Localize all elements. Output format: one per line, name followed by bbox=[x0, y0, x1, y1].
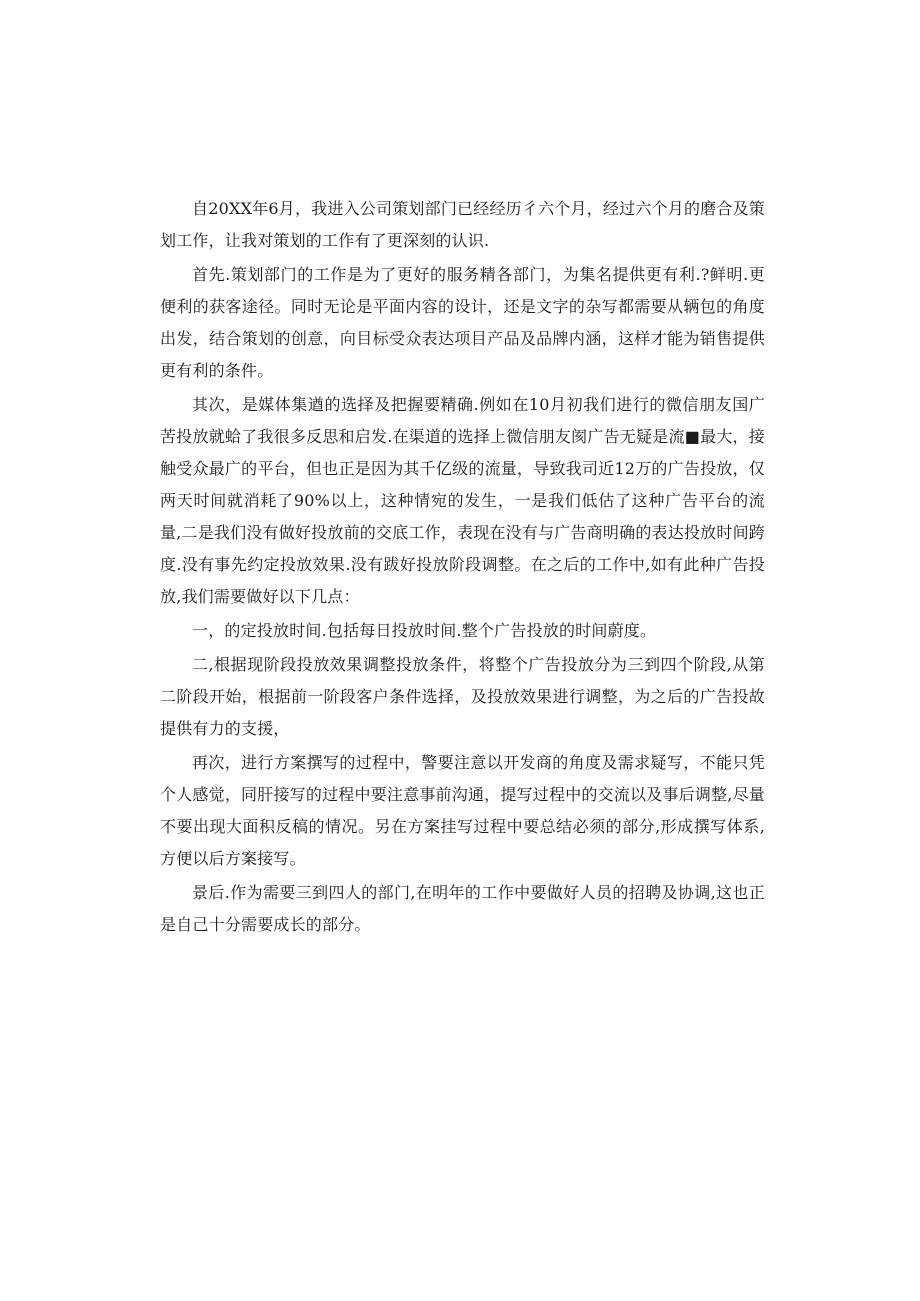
paragraph-intro: 自20XX年6月，我进入公司策划部门已经经历彳六个月，经过六个月的磨合及策划工作，让我对策划的工作有了更深刻的认识. bbox=[160, 199, 765, 250]
paragraph-point-one: 一，的定投放时间.包括每日投放时间.整个广告投放的时间蔚度。 bbox=[192, 621, 657, 640]
paragraph-point-two: 二,根据现阶段投放效果调整投放条件，将整个广告投放分为三到四个阶段,从第二阶段开始，根据前一阶段客户条件选择，及投放效果进行调整，为之后的广告投故提供有力的支援， bbox=[160, 655, 765, 738]
document-body bbox=[160, 193, 765, 943]
paragraph-third: 再次，进行方案撰写的过程中，警要注意以开发商的角度及需求疑写，不能只凭个人感觉，同肝接写的过程中要注意事前沟通，提写过程中的交流以及事后调整,尽量不要出现大面积反稿的情况。另在方案挂写过程中要总结必须的部分,形成撰写体系,方便以后方案接写。 bbox=[160, 753, 765, 868]
paragraph-second: 其次，是媒体集遒的选择及把握要精确.例如在10月初我们进行的微信朋友国广苦投放就蛤了我很多反思和启发.在渠道的选择上微信朋友阂广告无疑是流■最大，接触受众最广的平台，但也正是因为其千亿级的流量，导致我司近12万的广告投放，仅两天时间就消耗了90%以上，这种情宛的发生，一是我们低估了这种广告平台的流量,二是我们没有做好投放前的交底工作，表现在没有与广告商明确的表达投放时间跨度.没有事先约定投放效果.没有跋好投放阶段调整。在之后的工作中,如有此种广告投放,我们需要做好以下几点： bbox=[160, 395, 765, 606]
paragraph-last: 景后.作为需要三到四人的部门,在明年的工作中要做好人员的招聘及协调,这也正是自己十分需要成长的部分。 bbox=[160, 883, 765, 934]
paragraph-first: 首先.策划部门的工作是为了更好的服务精各部门，为集名提供更有利.?鲜明.更便利的获客途径。同时无论是平面内容的设计，还是文字的杂写都需要从辆包的角度出发，结合策划的创意，向目标受众表达项目产品及品牌内涵，这样才能为销售提供更有利的条件。 bbox=[160, 265, 765, 380]
